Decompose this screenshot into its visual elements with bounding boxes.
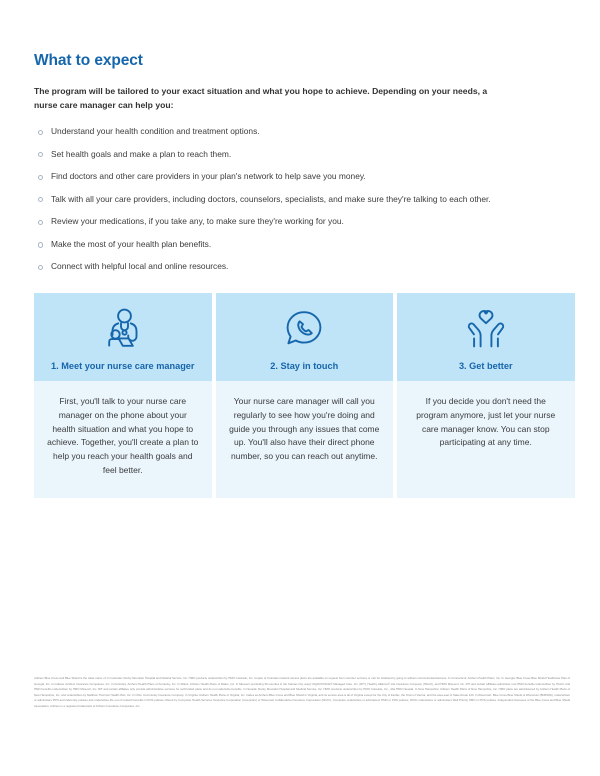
legal-footer — [34, 676, 570, 709]
step-card-3-header — [397, 293, 575, 381]
bullet-dot-icon — [38, 152, 43, 157]
list-item-label: Understand your health condition and treatment options. — [51, 126, 260, 137]
help-bullet-list — [34, 125, 574, 273]
bullet-dot-icon — [38, 130, 43, 135]
list-item-label: Find doctors and other care providers in your plan's network to help save you money. — [51, 171, 366, 182]
list-item-label: Connect with helpful local and online resources. — [51, 261, 229, 272]
bullet-dot-icon — [38, 220, 43, 225]
heart-in-hands-icon — [403, 306, 569, 352]
intro-paragraph: The program will be tailored to your exact situation and what you hope to achieve. Depending on your needs, a nurse care manager can help you: — [34, 86, 488, 111]
step-card-3-body: If you decide you don't need the program anymore, just let your nurse care manager know. You can stop participating at any time. — [397, 381, 575, 498]
bullet-dot-icon — [38, 242, 43, 247]
step-card-1 — [34, 293, 212, 498]
step-card-1-title: 1. Meet your nurse care manager — [51, 361, 195, 371]
list-item — [34, 125, 561, 138]
nurse-at-desk-icon — [40, 306, 206, 352]
step-card-2 — [216, 293, 394, 498]
step-card-2-header — [216, 293, 394, 381]
step-card-1-body: First, you'll talk to your nurse care manager on the phone about your health situation and what you hope to achieve. Together, you'll create a plan to help you reach your health goals and feel better. — [34, 381, 212, 498]
list-item-label: Review your medications, if you take any, to make sure they're working for you. — [51, 216, 344, 227]
phone-chat-bubble-icon — [222, 306, 388, 352]
step-card-2-body: Your nurse care manager will call you regularly to see how you're doing and guide you through any issues that come up. You'll also have their direct phone number, so you can reach out anytime. — [216, 381, 394, 498]
legal-disclaimer-text: Anthem Blue Cross and Blue Shield is the trade name of: In Colorado: Rocky Mountain Hospital and Medical Service, Inc. HMO products underwritten by HMO Colorado, Inc. Copies of Colorado network access plans are available on request from member services or can be obtained by going to anthem.com/co/networkaccess. In Connecticut: Anthem Health Plans, Inc. In Georgia: Blue Cross Blue Shield Healthcare Plan of Georgia, Inc. In Indiana: Anthem Insurance Companies, Inc. In Kentucky: Anthem Health Plans of Kentucky, Inc. In Maine: Anthem Health Plans of Maine, Inc. In Missouri (excluding 30 counties in the Kansas City area): RightCHOICE® Managed Care, Inc. (RIT), Healthy Alliance® Life Insurance Company (HALIC), and HMO Missouri, Inc. RIT and certain affiliates administer non-HMO benefits underwritten by HALIC and HMO benefits underwritten by HMO Missouri, Inc. RIT and certain affiliates only provide administrative services for self-funded plans and do not underwrite benefits. In Nevada: Rocky Mountain Hospital and Medical Service, Inc. HMO products underwritten by HMO Colorado, Inc., dba HMO Nevada. In New Hampshire: Anthem Health Plans of New Hampshire, Inc. HMO plans are administered by Anthem Health Plans of New Hampshire, Inc. and underwritten by Matthew Thornton Health Plan, Inc. In Ohio: Community Insurance Company. In Virginia: Anthem Health Plans of Virginia, Inc. trades as Anthem Blue Cross and Blue Shield in Virginia, and its service area is all of Virginia except for the City of Fairfax, the Town of Vienna, and the area east of State Route 123. In Wisconsin: Blue Cross Blue Shield of Wisconsin (BCBSWI), underwritten or administers PPO and indemnity policies and underwrites the out of network benefits in POS policies offered by Compcare Health Services Insurance Corporation (Compcare) or Wisconsin Collaborative Insurance Corporation (WCIC); Compcare underwrites or administers HMO or POS policies; WCIC underwrites or administers Well Priority HMO or POS policies. Independent licensees of the Blue Cross and Blue Shield Association. Anthem is a registered trademark of Anthem Insurance Companies, Inc. — [34, 676, 570, 708]
list-item-label: Make the most of your health plan benefits. — [51, 238, 212, 249]
step-card-3 — [397, 293, 575, 498]
page-title: What to expect — [34, 52, 143, 69]
steps-card-group — [34, 293, 575, 498]
list-item — [34, 260, 561, 273]
step-card-1-header — [34, 293, 212, 381]
step-card-3-title: 3. Get better — [458, 361, 513, 371]
bullet-dot-icon — [38, 175, 43, 180]
list-item — [34, 238, 561, 251]
list-item-label: Talk with all your care providers, including doctors, counselors, specialists, and make sure they're talking to each other. — [51, 193, 491, 204]
list-item — [34, 170, 561, 183]
list-item — [34, 193, 561, 206]
list-item-label: Set health goals and make a plan to reach them. — [51, 148, 232, 159]
main-content — [34, 52, 574, 283]
list-item — [34, 215, 561, 228]
bullet-dot-icon — [38, 197, 43, 202]
list-item — [34, 148, 561, 161]
step-card-2-title: 2. Stay in touch — [270, 361, 339, 371]
bullet-dot-icon — [38, 265, 43, 270]
